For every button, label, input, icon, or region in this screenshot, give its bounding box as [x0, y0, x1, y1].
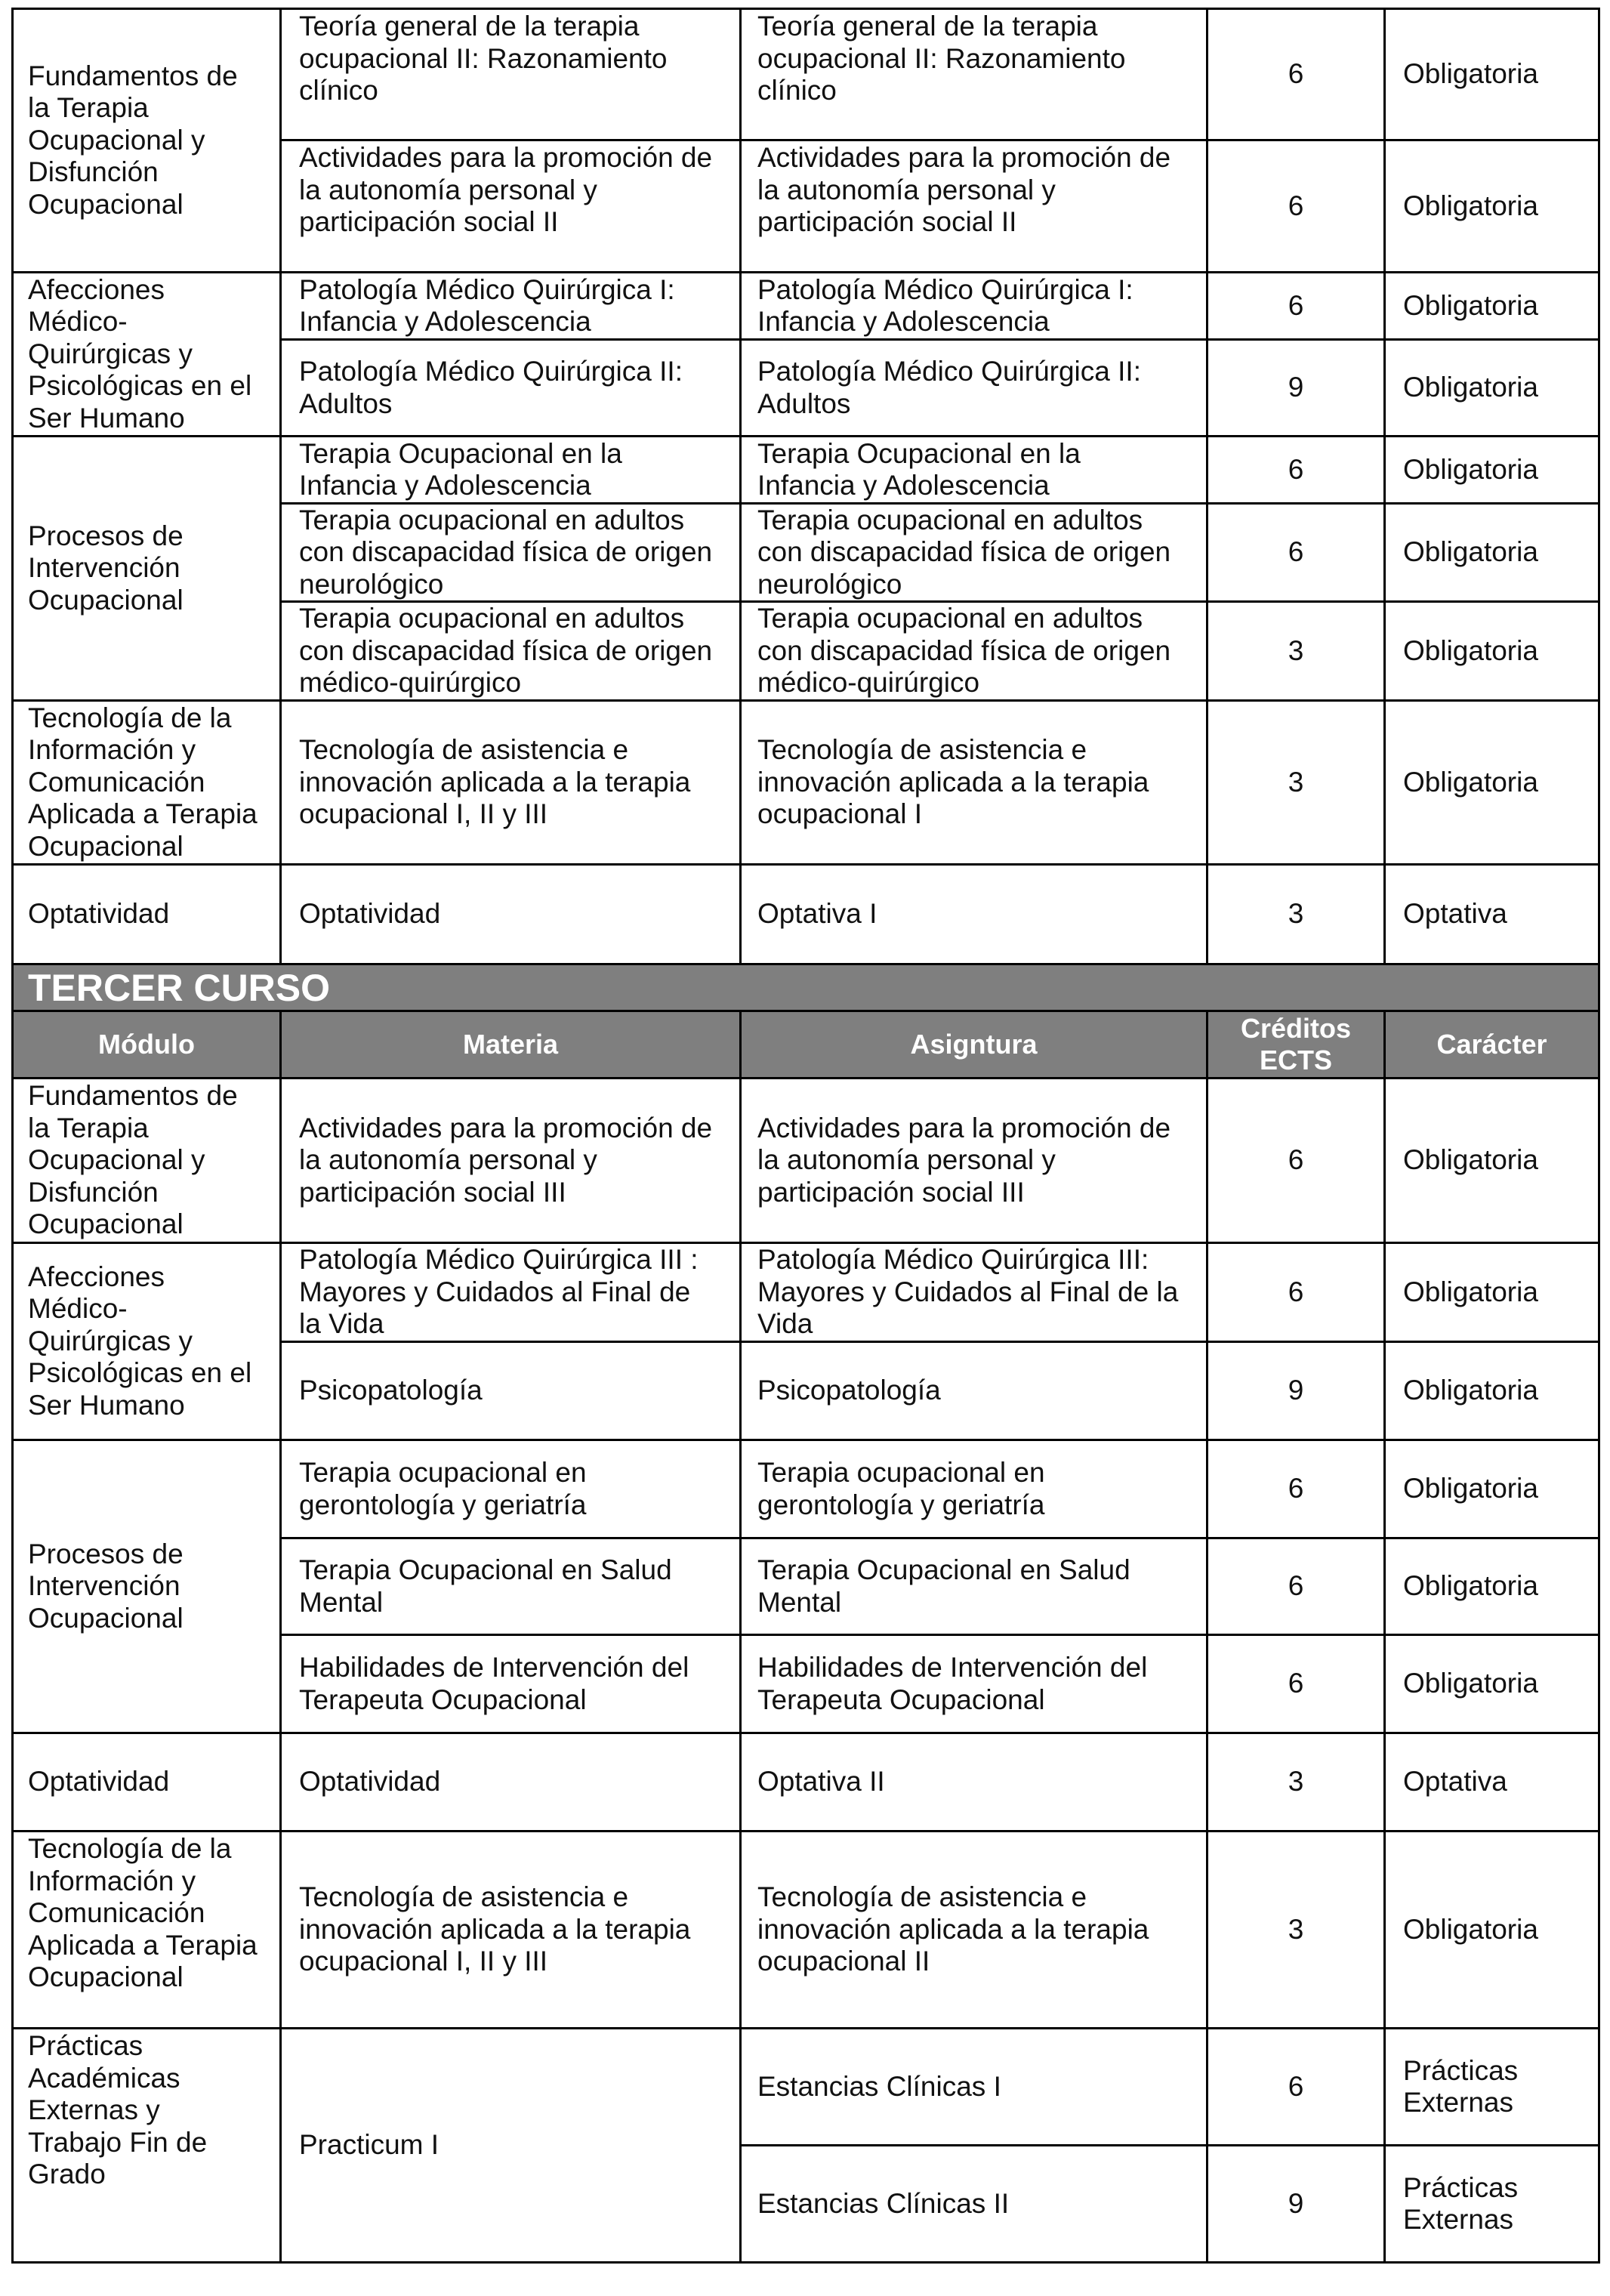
- asignatura-cell: Tecnología de asistencia e innovación aplicada a la terapia ocupacional II: [742, 1832, 1206, 2027]
- caracter-cell: Obligatoria: [1386, 1539, 1598, 1634]
- asignatura-cell: Optativa II: [742, 1734, 1206, 1830]
- caracter-cell: Optativa: [1386, 1734, 1598, 1830]
- materia-cell: Actividades para la promoción de la autonomía personal y participación social II: [282, 141, 739, 271]
- creditos-cell: 6: [1208, 1441, 1383, 1537]
- asignatura-cell: Tecnología de asistencia e innovación aplicada a la terapia ocupacional I: [742, 702, 1206, 863]
- section-title: TERCER CURSO: [14, 965, 1598, 1010]
- creditos-cell: 6: [1208, 505, 1383, 600]
- caracter-cell: Obligatoria: [1386, 1079, 1598, 1242]
- materia-cell: Actividades para la promoción de la autonomía personal y participación social III: [282, 1079, 739, 1242]
- materia-cell: Tecnología de asistencia e innovación aplicada a la terapia ocupacional I, II y III: [282, 1832, 739, 2027]
- materia-cell: Habilidades de Intervención del Terapeuta Ocupacional: [282, 1636, 739, 1732]
- asignatura-cell: Habilidades de Intervención del Terapeuta Ocupacional: [742, 1636, 1206, 1732]
- asignatura-cell: Terapia ocupacional en adultos con discapacidad física de origen médico-quirúrgico: [742, 603, 1206, 699]
- asignatura-cell: Teoría general de la terapia ocupacional II: Razonamiento clínico: [742, 10, 1206, 139]
- creditos-cell: 6: [1208, 141, 1383, 271]
- materia-cell: Patología Médico Quirúrgica II: Adultos: [282, 341, 739, 435]
- creditos-cell: 3: [1208, 702, 1383, 863]
- caracter-cell: Obligatoria: [1386, 1343, 1598, 1439]
- creditos-cell: 9: [1208, 341, 1383, 435]
- creditos-cell: 3: [1208, 1734, 1383, 1830]
- modulo-cell: Afecciones Médico- Quirúrgicas y Psicológicas en el Ser Humano: [14, 1244, 279, 1439]
- caracter-cell: Obligatoria: [1386, 603, 1598, 699]
- caracter-cell: Obligatoria: [1386, 10, 1598, 139]
- modulo-cell: Optatividad: [14, 1734, 279, 1830]
- modulo-cell: Procesos de Intervención Ocupacional: [14, 1441, 279, 1732]
- asignatura-cell: Terapia ocupacional en adultos con discapacidad física de origen neurológico: [742, 505, 1206, 600]
- asignatura-cell: Estancias Clínicas I: [742, 2029, 1206, 2144]
- asignatura-cell: Optativa I: [742, 866, 1206, 963]
- asignatura-cell: Patología Médico Quirúrgica II: Adultos: [742, 341, 1206, 435]
- caracter-cell: Obligatoria: [1386, 1244, 1598, 1341]
- modulo-cell: Tecnología de la Información y Comunicación Aplicada a Terapia Ocupacional: [14, 702, 279, 863]
- materia-cell: Practicum I: [282, 2029, 739, 2261]
- modulo-cell: Procesos de Intervención Ocupacional: [14, 437, 279, 699]
- caracter-cell: Obligatoria: [1386, 437, 1598, 502]
- caracter-cell: Obligatoria: [1386, 1636, 1598, 1732]
- caracter-cell: Obligatoria: [1386, 141, 1598, 271]
- materia-cell: Terapia ocupacional en gerontología y geriatría: [282, 1441, 739, 1537]
- materia-cell: Terapia Ocupacional en la Infancia y Adolescencia: [282, 437, 739, 502]
- caracter-cell: Obligatoria: [1386, 1441, 1598, 1537]
- creditos-cell: 6: [1208, 437, 1383, 502]
- materia-cell: Psicopatología: [282, 1343, 739, 1439]
- caracter-cell: Obligatoria: [1386, 273, 1598, 338]
- materia-cell: Terapia ocupacional en adultos con discapacidad física de origen neurológico: [282, 505, 739, 600]
- caracter-cell: Obligatoria: [1386, 341, 1598, 435]
- creditos-cell: 9: [1208, 2146, 1383, 2261]
- asignatura-cell: Actividades para la promoción de la autonomía personal y participación social II: [742, 141, 1206, 271]
- column-header-caracter: Carácter: [1386, 1012, 1598, 1077]
- materia-cell: Teoría general de la terapia ocupacional II: Razonamiento clínico: [282, 10, 739, 139]
- caracter-cell: Obligatoria: [1386, 702, 1598, 863]
- caracter-cell: Prácticas Externas: [1386, 2029, 1598, 2144]
- asignatura-cell: Patología Médico Quirúrgica I: Infancia y Adolescencia: [742, 273, 1206, 338]
- modulo-cell: Fundamentos de la Terapia Ocupacional y Disfunción Ocupacional: [14, 1079, 279, 1242]
- modulo-cell: Prácticas Académicas Externas y Trabajo Fin de Grado: [14, 2029, 279, 2261]
- caracter-cell: Optativa: [1386, 866, 1598, 963]
- creditos-cell: 6: [1208, 1079, 1383, 1242]
- creditos-cell: 6: [1208, 2029, 1383, 2144]
- creditos-cell: 3: [1208, 1832, 1383, 2027]
- materia-cell: Patología Médico Quirúrgica I: Infancia y Adolescencia: [282, 273, 739, 338]
- creditos-cell: 3: [1208, 866, 1383, 963]
- asignatura-cell: Actividades para la promoción de la autonomía personal y participación social III: [742, 1079, 1206, 1242]
- materia-cell: Optatividad: [282, 866, 739, 963]
- asignatura-cell: Estancias Clínicas II: [742, 2146, 1206, 2261]
- asignatura-cell: Terapia Ocupacional en Salud Mental: [742, 1539, 1206, 1634]
- modulo-cell: Afecciones Médico- Quirúrgicas y Psicológicas en el Ser Humano: [14, 273, 279, 435]
- column-header-modulo: Módulo: [14, 1012, 279, 1077]
- materia-cell: Optatividad: [282, 1734, 739, 1830]
- creditos-cell: 6: [1208, 273, 1383, 338]
- study-plan-table: [11, 8, 1600, 2264]
- caracter-cell: Obligatoria: [1386, 505, 1598, 600]
- asignatura-cell: Terapia ocupacional en gerontología y geriatría: [742, 1441, 1206, 1537]
- modulo-cell: Tecnología de la Información y Comunicación Aplicada a Terapia Ocupacional: [14, 1832, 279, 2027]
- caracter-cell: Obligatoria: [1386, 1832, 1598, 2027]
- materia-cell: Terapia Ocupacional en Salud Mental: [282, 1539, 739, 1634]
- creditos-cell: 9: [1208, 1343, 1383, 1439]
- materia-cell: Terapia ocupacional en adultos con discapacidad física de origen médico-quirúrgico: [282, 603, 739, 699]
- asignatura-cell: Psicopatología: [742, 1343, 1206, 1439]
- caracter-cell: Prácticas Externas: [1386, 2146, 1598, 2261]
- column-header-materia: Materia: [282, 1012, 739, 1077]
- modulo-cell: Fundamentos de la Terapia Ocupacional y Disfunción Ocupacional: [14, 10, 279, 271]
- asignatura-cell: Patología Médico Quirúrgica III: Mayores y Cuidados al Final de la Vida: [742, 1244, 1206, 1341]
- creditos-cell: 3: [1208, 603, 1383, 699]
- materia-cell: Patología Médico Quirúrgica III : Mayores y Cuidados al Final de la Vida: [282, 1244, 739, 1341]
- creditos-cell: 6: [1208, 1539, 1383, 1634]
- creditos-cell: 6: [1208, 1636, 1383, 1732]
- column-header-creditos: Créditos ECTS: [1208, 1012, 1383, 1077]
- creditos-cell: 6: [1208, 10, 1383, 139]
- creditos-cell: 6: [1208, 1244, 1383, 1341]
- column-header-asignatura: Asigntura: [742, 1012, 1206, 1077]
- materia-cell: Tecnología de asistencia e innovación aplicada a la terapia ocupacional I, II y III: [282, 702, 739, 863]
- asignatura-cell: Terapia Ocupacional en la Infancia y Adolescencia: [742, 437, 1206, 502]
- modulo-cell: Optatividad: [14, 866, 279, 963]
